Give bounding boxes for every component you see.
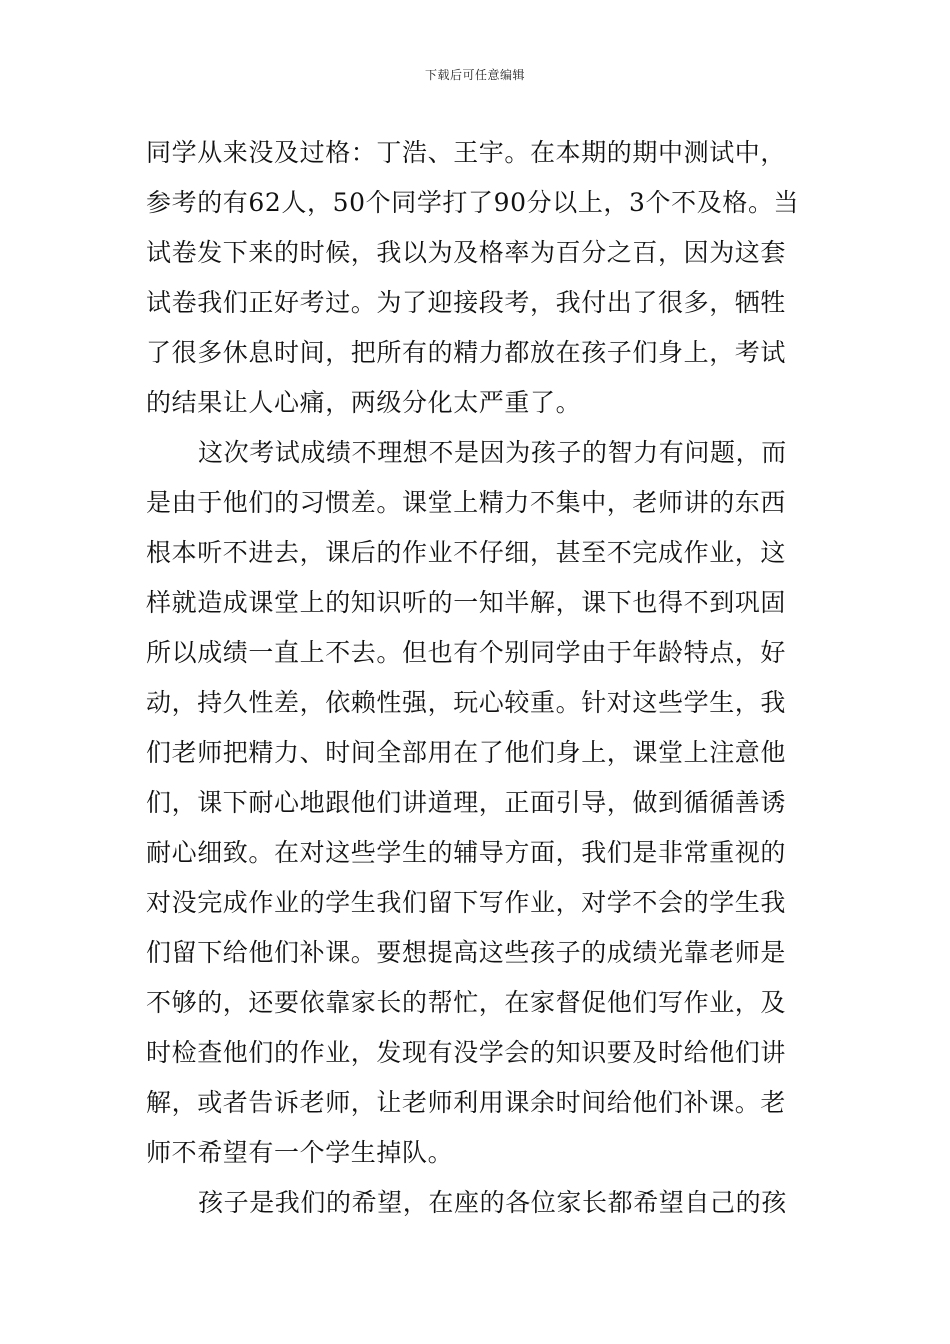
text-line: 是由于他们的习惯差。课堂上精力不集中，老师讲的东西 xyxy=(146,488,787,517)
text-line: 解，或者告诉老师，让老师利用课余时间给他们补课。老 xyxy=(146,1088,787,1117)
document-body xyxy=(146,128,806,1228)
text-line: 试卷发下来的时候，我以为及格率为百分之百，因为这套 xyxy=(146,238,787,267)
text-line: 了很多休息时间，把所有的精力都放在孩子们身上，考试 xyxy=(146,338,787,367)
text-line: 们，课下耐心地跟他们讲道理，正面引导，做到循循善诱 xyxy=(146,788,787,817)
paragraph xyxy=(146,428,806,1178)
page-header: 下载后可任意编辑 xyxy=(424,68,525,82)
text-line: 时检查他们的作业，发现有没学会的知识要及时给他们讲 xyxy=(146,1038,787,1067)
text-line: 试卷我们正好考过。为了迎接段考，我付出了很多，牺牲 xyxy=(146,288,787,317)
text-line: 对没完成作业的学生我们留下写作业，对学不会的学生我 xyxy=(146,888,787,917)
text-line: 不够的，还要依靠家长的帮忙，在家督促他们写作业，及 xyxy=(146,988,787,1017)
text-line: 耐心细致。在对这些学生的辅导方面，我们是非常重视的 xyxy=(146,838,787,867)
text-line: 样就造成课堂上的知识听的一知半解，课下也得不到巩固 xyxy=(146,588,787,617)
text-line: 动，持久性差，依赖性强，玩心较重。针对这些学生，我 xyxy=(146,688,787,717)
text-line: 参考的有62人，50个同学打了90分以上，3个不及格。当 xyxy=(146,188,800,217)
text-line: 的结果让人心痛，两级分化太严重了。 xyxy=(146,388,582,417)
text-line: 师不希望有一个学生掉队。 xyxy=(146,1138,454,1167)
text-line: 同学从来没及过格：丁浩、王宇。在本期的期中测试中， xyxy=(146,138,787,167)
paragraph xyxy=(146,1178,806,1228)
text-line: 这次考试成绩不理想不是因为孩子的智力有问题，而 xyxy=(198,438,787,467)
text-line: 们老师把精力、时间全部用在了他们身上，课堂上注意他 xyxy=(146,738,787,767)
text-line: 孩子是我们的希望，在座的各位家长都希望自己的孩 xyxy=(198,1188,787,1217)
text-line: 根本听不进去，课后的作业不仔细，甚至不完成作业，这 xyxy=(146,538,787,567)
paragraph xyxy=(146,128,806,428)
text-line: 们留下给他们补课。要想提高这些孩子的成绩光靠老师是 xyxy=(146,938,787,967)
text-line: 所以成绩一直上不去。但也有个别同学由于年龄特点，好 xyxy=(146,638,787,667)
